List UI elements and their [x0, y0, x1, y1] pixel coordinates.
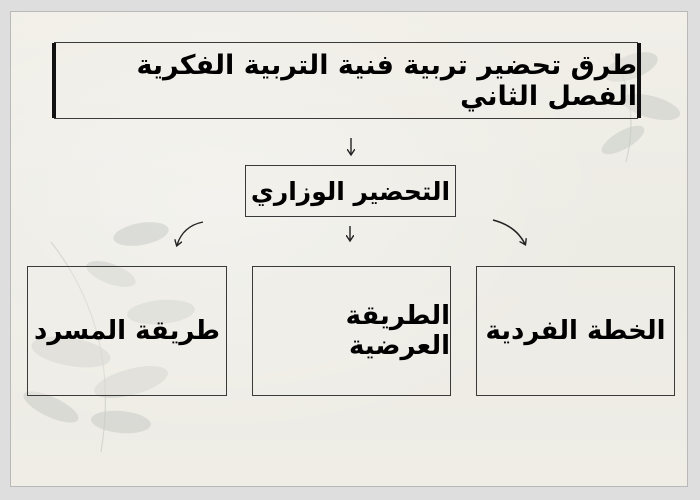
arrow-subtitle-to-left: [177, 222, 203, 245]
subtitle-box: [245, 165, 456, 217]
diagram-title: طرق تحضير تربية فنية التربية الفكرية الفصل الثاني: [136, 49, 637, 112]
method-label: طريقة المسرد: [33, 316, 221, 346]
method-label: الطريقة العرضية: [345, 301, 450, 361]
method-box-individual-plan: [476, 266, 675, 396]
method-label: الخطة الفردية: [485, 316, 666, 346]
diagram-title-box: [54, 42, 638, 119]
arrow-subtitle-to-right: [493, 220, 525, 244]
slide-canvas: [10, 11, 688, 487]
method-box-presentation: [252, 266, 451, 396]
method-box-glossary: [27, 266, 227, 396]
subtitle-text: التحضير الوزاري: [250, 176, 451, 206]
